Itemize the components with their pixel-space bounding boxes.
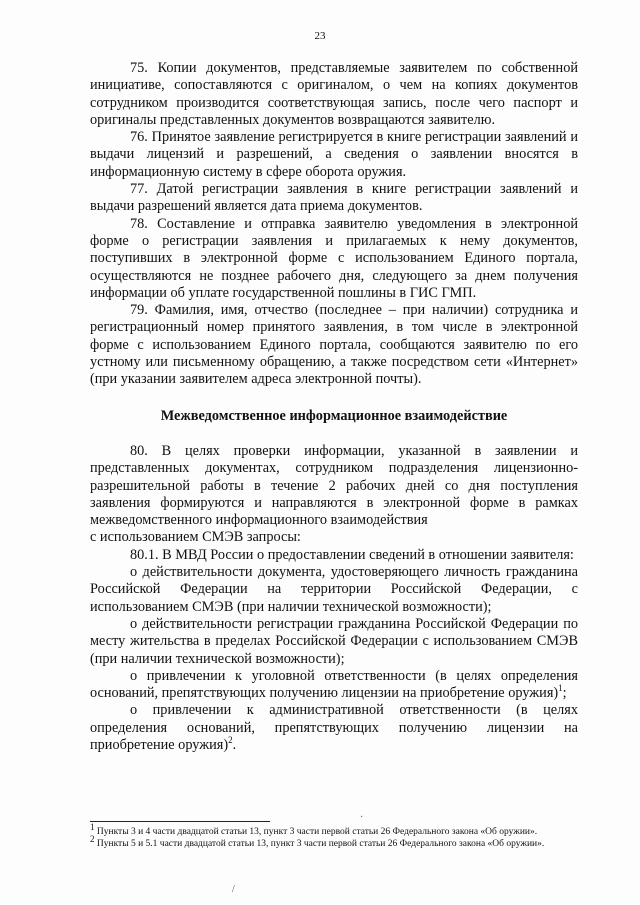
footnote-separator <box>90 821 270 822</box>
paragraph-80-end: с использованием СМЭВ запросы: <box>90 529 301 546</box>
list-item-registration: о действительности регистрации гражданина Российской Федерации по месту жительства в пределах Российской Федерации с использованием СМЭВ (при наличии технической возможности); <box>90 615 578 667</box>
paragraph-77: 77. Датой регистрации заявления в книге регистрации заявлений и выдачи разрешений является дата приема документов. <box>90 181 578 215</box>
footnotes <box>90 821 578 850</box>
stray-mark-icon: / <box>232 884 235 895</box>
paragraph-80-1: 80.1. В МВД России о предоставлении сведений в отношении заявителя: <box>130 546 574 563</box>
footnote-mark-2: 2 <box>90 833 95 844</box>
footnote-ref-2[interactable]: 2 <box>228 735 233 746</box>
list-item-criminal <box>90 668 578 703</box>
document-body <box>90 60 578 754</box>
footnote-text-1: Пункты 3 и 4 части двадцатой статьи 13, пункт 3 части первой статьи 26 Федерального закона «Об оружии». <box>94 827 538 837</box>
page-number: 23 <box>314 30 326 42</box>
paragraph-80: 80. В целях проверки информации, указанной в заявлении и представленных документах, сотрудником подразделения лицензионно-разрешительной работы в течение 2 рабочих дней со дня поступления заявления формируются и направляются в электронной форме в рамках межведомственного информационного взаимодействия <box>90 442 578 529</box>
list-item-criminal-end: ; <box>562 685 567 702</box>
footnote-ref-1[interactable]: 1 <box>558 683 563 694</box>
section-heading: Межведомственное информационное взаимодействие <box>160 407 508 424</box>
footnote-1 <box>90 821 578 838</box>
footnote-mark-1: 1 <box>90 821 95 832</box>
list-item-identity: о действительности документа, удостоверяющего личность гражданина Российской Федерации на территории Российской Федерации, с использованием СМЭВ (при наличии технической возможности); <box>90 564 578 615</box>
list-item-administrative-end: . <box>232 736 237 753</box>
list-item-criminal-text: о привлечении к уголовной ответственности (в целях определения оснований, препятствующих получению лицензии на приобретение оружия) <box>90 667 578 702</box>
paragraph-78: 78. Составление и отправка заявителю уведомления в электронной форме о регистрации заявления и прилагаемых к нему документов, поступивших в электронной форме с использованием Единого портала, осуществляются не позднее рабочего дня, следующего за днем получения информации об уплате государственной пошлины в ГИС ГМП. <box>90 215 578 301</box>
footnote-text-2: Пункты 5 и 5.1 части двадцатой статьи 13, пункт 3 части первой статьи 26 Федерального закона «Об оружии». <box>94 839 545 849</box>
footnote-2 <box>90 833 578 850</box>
list-item-administrative-text: о привлечении к административной ответственности (в целях определения оснований, препятствующих получению лицензии на приобретение оружия) <box>90 702 578 753</box>
pen-mark: · <box>360 812 364 823</box>
paragraph-79: 79. Фамилия, имя, отчество (последнее – при наличии) сотрудника и регистрационный номер принятого заявления, в том числе в электронной форме с использованием Единого портала, сообщаются заявителю по его устному или письменному обращению, а также посредством сети «Интернет» (при указании заявителем адреса электронной почты). <box>90 302 578 388</box>
paragraph-76: 76. Принятое заявление регистрируется в книге регистрации заявлений и выдачи лицензий и разрешений, а сведения о заявлении вносятся в информационную систему в сфере оборота оружия. <box>90 129 578 180</box>
paragraph-75: 75. Копии документов, представляемые заявителем по собственной инициативе, сопоставляются с оригиналом, о чем на копиях документов сотрудником производится соответствующая запись, после чего паспорт и оригиналы представленных документов возвращаются заявителю. <box>90 60 578 128</box>
list-item-administrative <box>90 702 578 754</box>
